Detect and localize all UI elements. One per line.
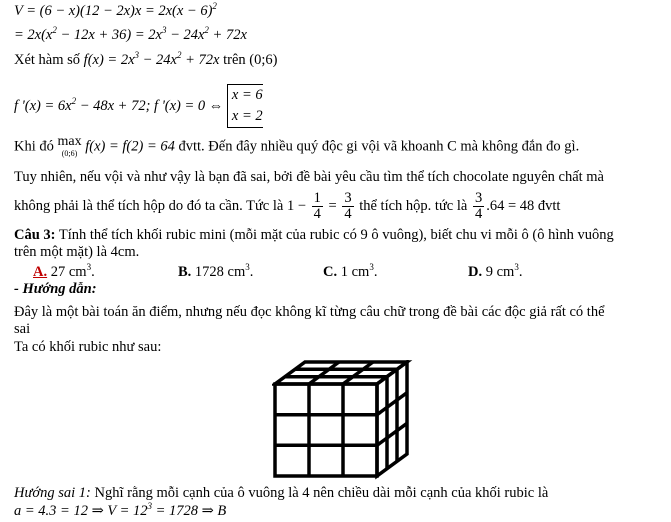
max-operator — [58, 135, 82, 159]
guide-paragraph-2: Ta có khối rubic như sau: — [14, 339, 162, 355]
text: Nghĩ rằng mỗi cạnh của ô vuông là 4 nên chiều dài mỗi cạnh của khối rubic là — [90, 485, 549, 501]
exponent: 3 — [245, 262, 250, 272]
math-text: + 72x — [181, 52, 220, 68]
option-value: 9 cm — [482, 264, 515, 280]
exponent: 2 — [52, 25, 57, 35]
exponent: 2 — [177, 50, 182, 60]
rubik-cube-figure — [272, 360, 422, 480]
option-key: A. — [33, 264, 48, 280]
function-statement — [14, 51, 277, 69]
math-text: f '(x) = 6x — [14, 97, 72, 114]
text: trên (0;6) — [219, 52, 278, 68]
fraction — [342, 191, 353, 222]
option-a[interactable] — [33, 263, 95, 281]
fraction — [473, 191, 484, 222]
period: . — [249, 264, 254, 280]
derivative-line — [14, 84, 263, 128]
question-text: Tính thể tích khối rubic mini (mỗi mặt của rubic có 9 ô vuông), biết chu vi mỗi ô (ô hình vuông — [55, 227, 614, 243]
numerator: 3 — [344, 190, 352, 207]
denominator: 4 — [474, 206, 483, 223]
option-key: D. — [468, 264, 483, 280]
math-line-expand — [14, 26, 247, 44]
text: .64 = 48 đvtt — [486, 198, 561, 214]
text: đvtt. Đến đây nhiều quý độc gi vội vã khoanh C mà không đắn đo gì. — [174, 138, 580, 155]
denominator: 4 — [344, 206, 352, 223]
text: không phải là thể tích hộp do đó ta cần. Tức là 1 − — [14, 198, 310, 214]
option-c[interactable] — [323, 263, 377, 281]
option-b[interactable] — [178, 263, 253, 281]
wrong-approach-math — [14, 502, 226, 520]
math-text: − 24x — [166, 27, 205, 43]
question-line-2: trên một mặt) là 4cm. — [14, 244, 140, 260]
option-key: C. — [323, 264, 338, 280]
fraction-line — [14, 190, 560, 222]
text: Xét hàm số — [14, 52, 84, 68]
max-text: max — [57, 134, 82, 149]
math-text: = 2x(x — [14, 27, 53, 43]
numerator: 3 — [474, 190, 483, 207]
wrong-approach-line — [14, 484, 548, 502]
math-text: − 48x + 72; f '(x) = 0 ⇔ — [76, 97, 224, 114]
case-bracket — [227, 84, 263, 128]
guide-paragraph-1a: Đây là một bài toán ăn điểm, nhưng nếu đọc không kĩ từng câu chữ trong đề bài các độc giả rất có thể — [14, 304, 605, 320]
case-1: x = 6 — [231, 87, 263, 103]
exponent: 3 — [134, 50, 140, 60]
exponent: 2 — [71, 95, 77, 106]
case-2: x = 2 — [231, 108, 263, 124]
text: = — [324, 198, 341, 214]
max-line — [14, 135, 579, 159]
guide-paragraph-1b: sai — [14, 321, 31, 337]
option-value: 1 cm — [337, 264, 370, 280]
text: Khi đó — [14, 138, 58, 155]
denominator: 4 — [313, 206, 321, 223]
guide-heading: - Hướng dẫn: — [14, 281, 97, 297]
period: . — [518, 264, 523, 280]
exponent: 3 — [514, 262, 519, 272]
numerator: 1 — [313, 190, 321, 207]
math-text: − 12x + 36) = 2x — [56, 27, 162, 43]
option-key: B. — [178, 264, 192, 280]
exponent: 3 — [369, 262, 374, 272]
exponent: 2 — [212, 1, 217, 11]
exponent: 3 — [147, 501, 152, 511]
fraction — [312, 191, 323, 222]
paragraph-line: Tuy nhiên, nếu vội và như vậy là bạn đã sai, bởi đề bài yêu cầu tìm thể tích chocolate nguyên chất mà — [14, 169, 604, 185]
math-text: + 72x — [208, 27, 247, 43]
math-text: − 24x — [139, 52, 177, 68]
math-line-volume — [14, 2, 217, 20]
math-text: f(x) = f(2) = 64 — [81, 138, 175, 155]
exponent: 3 — [161, 25, 167, 35]
text: thể tích hộp. tức là — [355, 198, 471, 214]
math-text: a = 4.3 = 12 ⇒ V = 12 — [14, 503, 148, 519]
period: . — [373, 264, 378, 280]
math-text: V = (6 − x)(12 − 2x)x = 2x(x − 6) — [14, 3, 213, 19]
max-subscript: (0;6) — [61, 149, 78, 158]
period: . — [91, 264, 95, 280]
math-text: = 1728 ⇒ B — [151, 503, 227, 519]
option-d[interactable] — [468, 263, 522, 281]
exponent: 2 — [204, 25, 209, 35]
exponent: 3 — [86, 262, 92, 272]
question-line-1 — [14, 226, 614, 244]
math-text: f(x) = 2x — [83, 52, 135, 68]
question-label: Câu 3: — [14, 227, 56, 243]
option-value: 27 cm — [47, 264, 87, 280]
wrong-label: Hướng sai 1: — [14, 485, 91, 501]
option-value: 1728 cm — [191, 264, 246, 280]
